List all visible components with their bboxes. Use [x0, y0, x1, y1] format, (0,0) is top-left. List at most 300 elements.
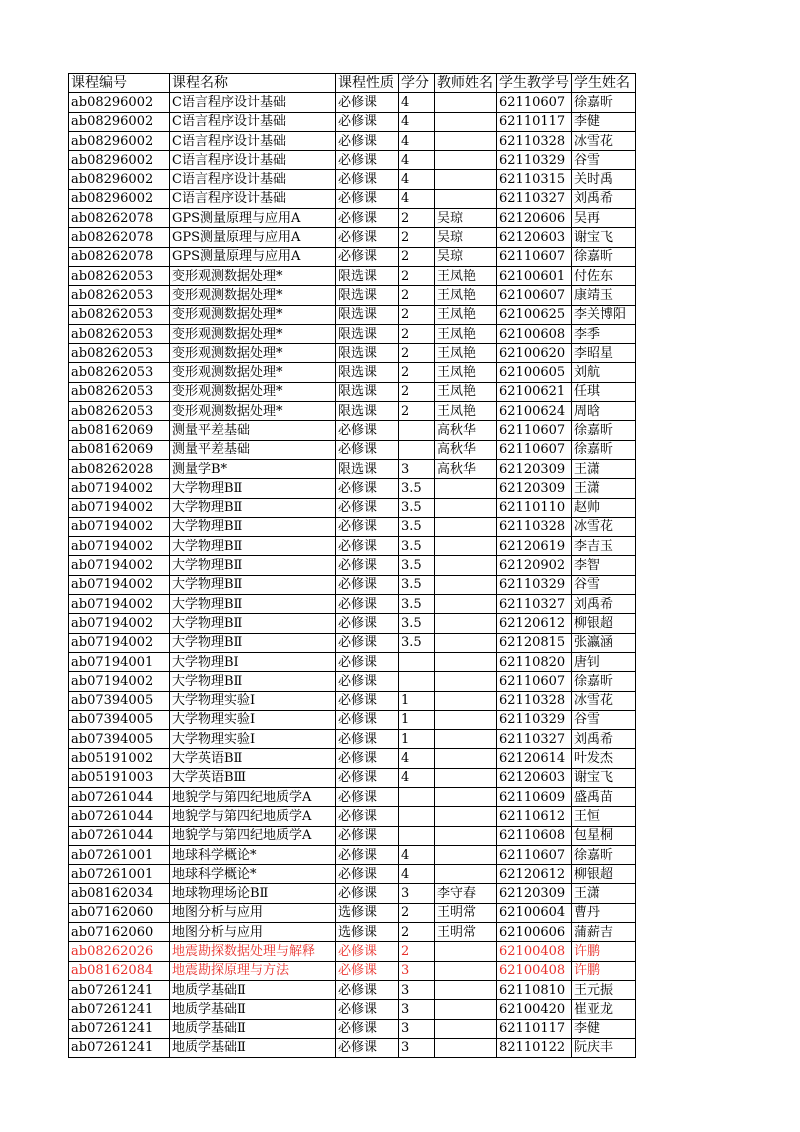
cell-credits[interactable]: [399, 672, 435, 691]
cell-course-id[interactable]: ab08296002: [69, 170, 170, 189]
cell-course-name[interactable]: C语言程序设计基础: [170, 170, 336, 189]
cell-course-name[interactable]: C语言程序设计基础: [170, 93, 336, 112]
cell-student-name[interactable]: 刘禹希: [572, 595, 636, 614]
cell-course-id[interactable]: ab08262053: [69, 344, 170, 363]
cell-course-name[interactable]: 变形观测数据处理*: [170, 324, 336, 343]
cell-credits[interactable]: 3.5: [399, 498, 435, 517]
cell-credits[interactable]: 4: [399, 170, 435, 189]
cell-teacher-name[interactable]: [435, 845, 497, 864]
cell-course-name[interactable]: 大学物理实验Ⅰ: [170, 730, 336, 749]
cell-credits[interactable]: 1: [399, 691, 435, 710]
cell-student-name[interactable]: 吴再: [572, 209, 636, 228]
cell-teacher-name[interactable]: [435, 865, 497, 884]
cell-teacher-name[interactable]: [435, 112, 497, 131]
cell-course-id[interactable]: ab08262053: [69, 266, 170, 285]
cell-course-type[interactable]: 必修课: [336, 865, 399, 884]
cell-course-id[interactable]: ab07261001: [69, 845, 170, 864]
cell-credits[interactable]: 2: [399, 209, 435, 228]
cell-student-id[interactable]: 62110609: [497, 787, 572, 806]
cell-credits[interactable]: 3.5: [399, 556, 435, 575]
cell-student-name[interactable]: 李昭星: [572, 344, 636, 363]
cell-course-type[interactable]: 必修课: [336, 749, 399, 768]
cell-student-id[interactable]: 62120902: [497, 556, 572, 575]
cell-student-id[interactable]: 62110810: [497, 980, 572, 999]
cell-student-name[interactable]: 康靖玉: [572, 286, 636, 305]
cell-course-type[interactable]: 必修课: [336, 479, 399, 498]
cell-course-id[interactable]: ab07261001: [69, 865, 170, 884]
cell-teacher-name[interactable]: [435, 980, 497, 999]
cell-student-id[interactable]: 62120612: [497, 614, 572, 633]
cell-teacher-name[interactable]: [435, 595, 497, 614]
cell-teacher-name[interactable]: 吴琼: [435, 228, 497, 247]
cell-credits[interactable]: 2: [399, 305, 435, 324]
cell-credits[interactable]: 2: [399, 247, 435, 266]
cell-teacher-name[interactable]: [435, 730, 497, 749]
cell-teacher-name[interactable]: [435, 1019, 497, 1038]
cell-course-name[interactable]: 地震勘探原理与方法: [170, 961, 336, 980]
cell-course-type[interactable]: 必修课: [336, 537, 399, 556]
header-student-id[interactable]: 学生教学号: [497, 74, 572, 93]
cell-course-id[interactable]: ab07261241: [69, 1019, 170, 1038]
cell-student-id[interactable]: 62120815: [497, 633, 572, 652]
cell-course-type[interactable]: 必修课: [336, 209, 399, 228]
cell-course-type[interactable]: 限选课: [336, 305, 399, 324]
cell-course-type[interactable]: 必修课: [336, 691, 399, 710]
cell-course-name[interactable]: 大学物理实验Ⅰ: [170, 691, 336, 710]
cell-teacher-name[interactable]: [435, 787, 497, 806]
cell-student-id[interactable]: 62110327: [497, 730, 572, 749]
cell-credits[interactable]: 3: [399, 459, 435, 478]
cell-teacher-name[interactable]: [435, 614, 497, 633]
cell-student-id[interactable]: 62110607: [497, 247, 572, 266]
cell-student-name[interactable]: 谢宝飞: [572, 228, 636, 247]
cell-credits[interactable]: [399, 652, 435, 671]
cell-course-id[interactable]: ab07194002: [69, 595, 170, 614]
cell-course-id[interactable]: ab08262053: [69, 363, 170, 382]
cell-student-name[interactable]: 付佐东: [572, 266, 636, 285]
cell-teacher-name[interactable]: [435, 479, 497, 498]
cell-student-name[interactable]: 赵帅: [572, 498, 636, 517]
cell-course-type[interactable]: 必修课: [336, 595, 399, 614]
cell-course-type[interactable]: 必修课: [336, 652, 399, 671]
cell-student-id[interactable]: 62110328: [497, 691, 572, 710]
cell-course-type[interactable]: 必修课: [336, 112, 399, 131]
cell-course-id[interactable]: ab07194002: [69, 556, 170, 575]
cell-course-type[interactable]: 限选课: [336, 459, 399, 478]
cell-course-type[interactable]: 限选课: [336, 266, 399, 285]
cell-student-name[interactable]: 刘禹希: [572, 730, 636, 749]
cell-student-name[interactable]: 王元振: [572, 980, 636, 999]
cell-course-type[interactable]: 必修课: [336, 807, 399, 826]
cell-student-name[interactable]: 盛禹苗: [572, 787, 636, 806]
cell-teacher-name[interactable]: [435, 131, 497, 150]
cell-credits[interactable]: 4: [399, 845, 435, 864]
cell-student-name[interactable]: 李关博阳: [572, 305, 636, 324]
cell-student-id[interactable]: 62120309: [497, 884, 572, 903]
cell-course-type[interactable]: 必修课: [336, 787, 399, 806]
cell-credits[interactable]: 4: [399, 131, 435, 150]
cell-credits[interactable]: 3: [399, 1000, 435, 1019]
header-teacher-name[interactable]: 教师姓名: [435, 74, 497, 93]
cell-teacher-name[interactable]: [435, 517, 497, 536]
cell-course-name[interactable]: 大学英语BⅡ: [170, 749, 336, 768]
cell-course-id[interactable]: ab08296002: [69, 189, 170, 208]
cell-course-id[interactable]: ab07194002: [69, 537, 170, 556]
cell-course-name[interactable]: 大学英语BⅢ: [170, 768, 336, 787]
cell-student-id[interactable]: 62120606: [497, 209, 572, 228]
cell-student-id[interactable]: 62110328: [497, 517, 572, 536]
cell-student-name[interactable]: 许鹏: [572, 961, 636, 980]
cell-student-name[interactable]: 崔亚龙: [572, 1000, 636, 1019]
cell-student-id[interactable]: 62110820: [497, 652, 572, 671]
cell-student-name[interactable]: 谷雪: [572, 710, 636, 729]
cell-teacher-name[interactable]: [435, 672, 497, 691]
cell-credits[interactable]: 3: [399, 980, 435, 999]
cell-student-id[interactable]: 62100601: [497, 266, 572, 285]
cell-course-name[interactable]: 地貌学与第四纪地质学A: [170, 787, 336, 806]
cell-credits[interactable]: [399, 826, 435, 845]
cell-student-id[interactable]: 62100605: [497, 363, 572, 382]
cell-credits[interactable]: 3.5: [399, 575, 435, 594]
cell-course-type[interactable]: 限选课: [336, 402, 399, 421]
cell-course-name[interactable]: GPS测量原理与应用A: [170, 228, 336, 247]
cell-credits[interactable]: [399, 421, 435, 440]
cell-course-type[interactable]: 必修课: [336, 247, 399, 266]
cell-course-id[interactable]: ab07394005: [69, 691, 170, 710]
cell-student-id[interactable]: 62110327: [497, 189, 572, 208]
cell-course-id[interactable]: ab07162060: [69, 923, 170, 942]
cell-teacher-name[interactable]: 王凤艳: [435, 266, 497, 285]
cell-student-name[interactable]: 谢宝飞: [572, 768, 636, 787]
cell-student-id[interactable]: 62100608: [497, 324, 572, 343]
cell-student-id[interactable]: 62110607: [497, 93, 572, 112]
cell-course-type[interactable]: 必修课: [336, 1019, 399, 1038]
cell-course-name[interactable]: 地质学基础Ⅱ: [170, 1019, 336, 1038]
cell-course-name[interactable]: 测量学B*: [170, 459, 336, 478]
cell-student-name[interactable]: 谷雪: [572, 151, 636, 170]
cell-teacher-name[interactable]: [435, 93, 497, 112]
cell-student-id[interactable]: 62120603: [497, 228, 572, 247]
cell-course-name[interactable]: 大学物理BⅡ: [170, 517, 336, 536]
cell-course-name[interactable]: 大学物理BⅡ: [170, 479, 336, 498]
cell-student-name[interactable]: 徐嘉昕: [572, 93, 636, 112]
cell-course-type[interactable]: 限选课: [336, 286, 399, 305]
cell-student-name[interactable]: 李健: [572, 1019, 636, 1038]
cell-student-name[interactable]: 李吉玉: [572, 537, 636, 556]
cell-course-name[interactable]: C语言程序设计基础: [170, 151, 336, 170]
cell-student-name[interactable]: 徐嘉昕: [572, 672, 636, 691]
cell-course-name[interactable]: 变形观测数据处理*: [170, 402, 336, 421]
cell-course-type[interactable]: 选修课: [336, 903, 399, 922]
cell-course-name[interactable]: 测量平差基础: [170, 440, 336, 459]
cell-course-name[interactable]: C语言程序设计基础: [170, 112, 336, 131]
cell-course-name[interactable]: GPS测量原理与应用A: [170, 247, 336, 266]
cell-course-type[interactable]: 限选课: [336, 324, 399, 343]
cell-course-id[interactable]: ab07194002: [69, 517, 170, 536]
cell-student-name[interactable]: 刘航: [572, 363, 636, 382]
cell-course-name[interactable]: 地球物理场论BⅡ: [170, 884, 336, 903]
cell-course-type[interactable]: 必修课: [336, 1038, 399, 1057]
cell-course-type[interactable]: 必修课: [336, 556, 399, 575]
cell-course-type[interactable]: 限选课: [336, 363, 399, 382]
cell-student-id[interactable]: 62100408: [497, 961, 572, 980]
cell-teacher-name[interactable]: [435, 575, 497, 594]
cell-course-id[interactable]: ab08296002: [69, 112, 170, 131]
cell-course-id[interactable]: ab08162069: [69, 440, 170, 459]
cell-student-id[interactable]: 62100607: [497, 286, 572, 305]
cell-course-name[interactable]: 地貌学与第四纪地质学A: [170, 807, 336, 826]
cell-credits[interactable]: 3.5: [399, 633, 435, 652]
cell-course-type[interactable]: 必修课: [336, 730, 399, 749]
cell-student-id[interactable]: 62110315: [497, 170, 572, 189]
cell-teacher-name[interactable]: [435, 1000, 497, 1019]
cell-course-name[interactable]: 变形观测数据处理*: [170, 344, 336, 363]
cell-teacher-name[interactable]: 吴琼: [435, 247, 497, 266]
cell-teacher-name[interactable]: [435, 556, 497, 575]
cell-credits[interactable]: 2: [399, 363, 435, 382]
cell-course-name[interactable]: 地球科学概论*: [170, 865, 336, 884]
cell-course-name[interactable]: 大学物理BⅡ: [170, 537, 336, 556]
cell-course-name[interactable]: 大学物理BⅡ: [170, 575, 336, 594]
cell-credits[interactable]: 2: [399, 382, 435, 401]
header-course-id[interactable]: 课程编号: [69, 74, 170, 93]
cell-teacher-name[interactable]: 高秋华: [435, 440, 497, 459]
cell-course-name[interactable]: 地质学基础Ⅱ: [170, 1038, 336, 1057]
cell-student-id[interactable]: 62120614: [497, 749, 572, 768]
cell-course-name[interactable]: 地震勘探数据处理与解释: [170, 942, 336, 961]
cell-credits[interactable]: 2: [399, 402, 435, 421]
cell-teacher-name[interactable]: [435, 189, 497, 208]
cell-teacher-name[interactable]: 王凤艳: [435, 382, 497, 401]
cell-student-name[interactable]: 谷雪: [572, 575, 636, 594]
cell-student-id[interactable]: 62110117: [497, 112, 572, 131]
cell-course-id[interactable]: ab07194002: [69, 479, 170, 498]
cell-course-id[interactable]: ab07261241: [69, 1000, 170, 1019]
cell-student-name[interactable]: 王潇: [572, 479, 636, 498]
cell-teacher-name[interactable]: 王明常: [435, 903, 497, 922]
cell-course-name[interactable]: 大学物理BⅡ: [170, 633, 336, 652]
cell-student-id[interactable]: 62110329: [497, 710, 572, 729]
cell-student-id[interactable]: 62110117: [497, 1019, 572, 1038]
cell-credits[interactable]: 4: [399, 865, 435, 884]
cell-teacher-name[interactable]: [435, 710, 497, 729]
cell-course-id[interactable]: ab08262053: [69, 382, 170, 401]
cell-student-name[interactable]: 曹丹: [572, 903, 636, 922]
cell-student-name[interactable]: 徐嘉昕: [572, 247, 636, 266]
cell-course-type[interactable]: 必修课: [336, 672, 399, 691]
cell-course-name[interactable]: C语言程序设计基础: [170, 131, 336, 150]
cell-student-id[interactable]: 62110608: [497, 826, 572, 845]
cell-teacher-name[interactable]: [435, 633, 497, 652]
cell-course-type[interactable]: 必修课: [336, 131, 399, 150]
cell-course-name[interactable]: 变形观测数据处理*: [170, 382, 336, 401]
cell-course-name[interactable]: 地貌学与第四纪地质学A: [170, 826, 336, 845]
cell-course-id[interactable]: ab08162034: [69, 884, 170, 903]
cell-credits[interactable]: 4: [399, 768, 435, 787]
cell-student-name[interactable]: 刘禹希: [572, 189, 636, 208]
cell-teacher-name[interactable]: 吴琼: [435, 209, 497, 228]
cell-student-name[interactable]: 关时禹: [572, 170, 636, 189]
cell-course-id[interactable]: ab08262053: [69, 324, 170, 343]
cell-course-name[interactable]: 变形观测数据处理*: [170, 305, 336, 324]
cell-teacher-name[interactable]: 王凤艳: [435, 344, 497, 363]
cell-student-id[interactable]: 62110607: [497, 440, 572, 459]
cell-teacher-name[interactable]: [435, 807, 497, 826]
cell-student-id[interactable]: 62120612: [497, 865, 572, 884]
cell-credits[interactable]: 1: [399, 710, 435, 729]
cell-student-name[interactable]: 王潇: [572, 459, 636, 478]
cell-student-name[interactable]: 李季: [572, 324, 636, 343]
cell-credits[interactable]: 2: [399, 286, 435, 305]
cell-course-id[interactable]: ab08262053: [69, 402, 170, 421]
cell-credits[interactable]: 3.5: [399, 537, 435, 556]
cell-credits[interactable]: 2: [399, 942, 435, 961]
cell-teacher-name[interactable]: [435, 170, 497, 189]
cell-credits[interactable]: [399, 807, 435, 826]
cell-course-name[interactable]: C语言程序设计基础: [170, 189, 336, 208]
cell-student-id[interactable]: 62100420: [497, 1000, 572, 1019]
cell-course-type[interactable]: 选修课: [336, 923, 399, 942]
cell-course-type[interactable]: 必修课: [336, 440, 399, 459]
cell-course-name[interactable]: 大学物理BⅡ: [170, 672, 336, 691]
cell-teacher-name[interactable]: 王凤艳: [435, 363, 497, 382]
cell-course-id[interactable]: ab07194002: [69, 633, 170, 652]
cell-student-name[interactable]: 冰雪花: [572, 691, 636, 710]
cell-course-type[interactable]: 限选课: [336, 382, 399, 401]
cell-course-name[interactable]: 地图分析与应用: [170, 923, 336, 942]
header-course-name[interactable]: 课程名称: [170, 74, 336, 93]
cell-student-id[interactable]: 62110607: [497, 421, 572, 440]
cell-student-name[interactable]: 王潇: [572, 884, 636, 903]
cell-course-name[interactable]: 地球科学概论*: [170, 845, 336, 864]
cell-student-name[interactable]: 包星桐: [572, 826, 636, 845]
cell-course-id[interactable]: ab07261241: [69, 980, 170, 999]
cell-student-name[interactable]: 周晗: [572, 402, 636, 421]
cell-student-id[interactable]: 62120309: [497, 459, 572, 478]
cell-course-name[interactable]: 变形观测数据处理*: [170, 286, 336, 305]
cell-course-id[interactable]: ab08162084: [69, 961, 170, 980]
cell-teacher-name[interactable]: 王凤艳: [435, 324, 497, 343]
cell-course-id[interactable]: ab08262078: [69, 228, 170, 247]
cell-course-id[interactable]: ab07261044: [69, 787, 170, 806]
cell-course-type[interactable]: 必修课: [336, 228, 399, 247]
cell-course-type[interactable]: 必修课: [336, 633, 399, 652]
cell-credits[interactable]: 2: [399, 228, 435, 247]
cell-credits[interactable]: [399, 440, 435, 459]
cell-teacher-name[interactable]: [435, 498, 497, 517]
cell-course-type[interactable]: 必修课: [336, 980, 399, 999]
cell-course-type[interactable]: 必修课: [336, 614, 399, 633]
cell-course-name[interactable]: 大学物理实验Ⅰ: [170, 710, 336, 729]
cell-course-name[interactable]: 大学物理BⅡ: [170, 556, 336, 575]
header-student-name[interactable]: 学生姓名: [572, 74, 636, 93]
cell-credits[interactable]: [399, 787, 435, 806]
cell-student-id[interactable]: 62110607: [497, 672, 572, 691]
cell-student-name[interactable]: 冰雪花: [572, 517, 636, 536]
cell-course-id[interactable]: ab08262053: [69, 286, 170, 305]
cell-course-id[interactable]: ab08262028: [69, 459, 170, 478]
cell-course-id[interactable]: ab07194002: [69, 498, 170, 517]
cell-course-id[interactable]: ab08296002: [69, 131, 170, 150]
cell-student-id[interactable]: 62100408: [497, 942, 572, 961]
cell-student-name[interactable]: 蒲薪吉: [572, 923, 636, 942]
cell-student-name[interactable]: 叶发杰: [572, 749, 636, 768]
cell-student-id[interactable]: 62100621: [497, 382, 572, 401]
cell-course-type[interactable]: 必修课: [336, 189, 399, 208]
cell-student-id[interactable]: 62100604: [497, 903, 572, 922]
cell-credits[interactable]: 4: [399, 112, 435, 131]
cell-teacher-name[interactable]: 王凤艳: [435, 286, 497, 305]
cell-credits[interactable]: 3: [399, 1019, 435, 1038]
cell-course-type[interactable]: 必修课: [336, 575, 399, 594]
cell-student-id[interactable]: 62100620: [497, 344, 572, 363]
cell-teacher-name[interactable]: [435, 961, 497, 980]
cell-course-type[interactable]: 必修课: [336, 1000, 399, 1019]
cell-course-name[interactable]: 大学物理BⅡ: [170, 595, 336, 614]
cell-teacher-name[interactable]: [435, 768, 497, 787]
cell-student-id[interactable]: 62100624: [497, 402, 572, 421]
cell-course-type[interactable]: 必修课: [336, 845, 399, 864]
cell-student-id[interactable]: 82110122: [497, 1038, 572, 1057]
cell-student-name[interactable]: 王恒: [572, 807, 636, 826]
cell-course-id[interactable]: ab08162069: [69, 421, 170, 440]
cell-course-id[interactable]: ab07194002: [69, 575, 170, 594]
cell-credits[interactable]: 4: [399, 749, 435, 768]
cell-credits[interactable]: 3.5: [399, 614, 435, 633]
cell-credits[interactable]: 3.5: [399, 479, 435, 498]
cell-student-name[interactable]: 李健: [572, 112, 636, 131]
cell-course-id[interactable]: ab07194001: [69, 652, 170, 671]
cell-student-name[interactable]: 阮庆丰: [572, 1038, 636, 1057]
cell-student-name[interactable]: 柳银超: [572, 865, 636, 884]
cell-credits[interactable]: 3.5: [399, 595, 435, 614]
cell-teacher-name[interactable]: [435, 942, 497, 961]
cell-student-id[interactable]: 62120619: [497, 537, 572, 556]
header-course-type[interactable]: 课程性质: [336, 74, 399, 93]
cell-teacher-name[interactable]: [435, 652, 497, 671]
cell-credits[interactable]: 2: [399, 903, 435, 922]
cell-credits[interactable]: 4: [399, 189, 435, 208]
cell-student-id[interactable]: 62120603: [497, 768, 572, 787]
cell-course-name[interactable]: 地图分析与应用: [170, 903, 336, 922]
cell-teacher-name[interactable]: 王凤艳: [435, 402, 497, 421]
cell-student-name[interactable]: 李智: [572, 556, 636, 575]
cell-course-id[interactable]: ab07194002: [69, 672, 170, 691]
cell-credits[interactable]: 2: [399, 923, 435, 942]
cell-student-id[interactable]: 62110327: [497, 595, 572, 614]
cell-credits[interactable]: 3: [399, 1038, 435, 1057]
cell-course-type[interactable]: 必修课: [336, 710, 399, 729]
cell-course-id[interactable]: ab08262078: [69, 209, 170, 228]
cell-student-id[interactable]: 62100606: [497, 923, 572, 942]
cell-student-name[interactable]: 徐嘉昕: [572, 421, 636, 440]
cell-course-type[interactable]: 必修课: [336, 93, 399, 112]
cell-credits[interactable]: 4: [399, 151, 435, 170]
cell-course-id[interactable]: ab07261044: [69, 807, 170, 826]
cell-student-name[interactable]: 徐嘉昕: [572, 845, 636, 864]
cell-course-type[interactable]: 必修课: [336, 170, 399, 189]
cell-credits[interactable]: 2: [399, 266, 435, 285]
cell-credits[interactable]: 1: [399, 730, 435, 749]
cell-teacher-name[interactable]: 高秋华: [435, 421, 497, 440]
cell-student-id[interactable]: 62120309: [497, 479, 572, 498]
cell-student-name[interactable]: 冰雪花: [572, 131, 636, 150]
cell-student-id[interactable]: 62110607: [497, 845, 572, 864]
cell-course-name[interactable]: 测量平差基础: [170, 421, 336, 440]
cell-student-name[interactable]: 张瀛涵: [572, 633, 636, 652]
cell-student-id[interactable]: 62110612: [497, 807, 572, 826]
cell-credits[interactable]: 3: [399, 884, 435, 903]
